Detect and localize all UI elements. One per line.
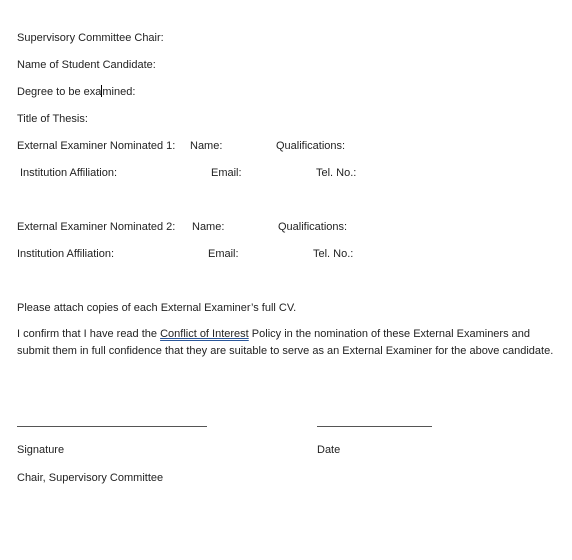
examiner1-email-label: Email: bbox=[211, 167, 242, 179]
examiner2-tel-label: Tel. No.: bbox=[313, 248, 354, 260]
chair-label: Supervisory Committee Chair: bbox=[17, 32, 164, 44]
examiner1-qualifications-label: Qualifications: bbox=[276, 140, 346, 152]
examiner2-qualifications-label: Qualifications: bbox=[278, 221, 348, 233]
examiner1-institution-label: Institution Affiliation: bbox=[20, 167, 118, 179]
confirmation-paragraph bbox=[17, 326, 557, 359]
signature-line bbox=[17, 426, 207, 427]
thesis-label: Title of Thesis: bbox=[17, 113, 88, 125]
examiner2-name-label: Name: bbox=[192, 221, 225, 233]
degree-label-part1: Degree to be exa bbox=[17, 86, 102, 98]
attach-cv-note: Please attach copies of each External Examiner’s full CV. bbox=[17, 302, 297, 314]
degree-label bbox=[17, 85, 135, 99]
examiner2-heading: External Examiner Nominated 2: bbox=[17, 221, 176, 233]
examiner2-email-label: Email: bbox=[208, 248, 239, 260]
examiner1-tel-label: Tel. No.: bbox=[316, 167, 357, 179]
confirm-text-end: Policy in the nomination of these External Examiners and submit them in full confidence that they are suitable to serve as an External Examiner for the above candidate. bbox=[17, 328, 554, 357]
examiner1-name-label: Name: bbox=[190, 140, 223, 152]
conflict-of-interest-link[interactable]: Conflict of Interest bbox=[160, 328, 249, 340]
date-label: Date bbox=[317, 444, 341, 456]
confirm-text-start: I confirm that I have read the bbox=[17, 328, 161, 340]
student-label: Name of Student Candidate: bbox=[17, 59, 156, 71]
signature-label: Signature bbox=[17, 444, 65, 456]
degree-label-part2: mined: bbox=[102, 86, 136, 98]
date-line bbox=[317, 426, 432, 427]
examiner1-heading: External Examiner Nominated 1: bbox=[17, 140, 176, 152]
examiner2-institution-label: Institution Affiliation: bbox=[17, 248, 115, 260]
signer-title: Chair, Supervisory Committee bbox=[17, 472, 164, 484]
